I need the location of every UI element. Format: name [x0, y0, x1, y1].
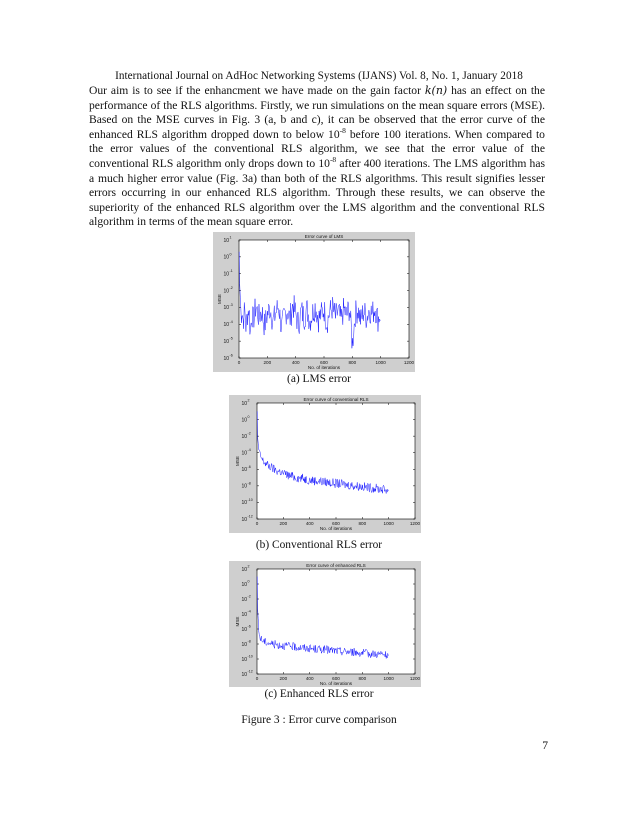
y-tick-label: 10 [223, 305, 229, 312]
y-tick-exponent: -2 [247, 594, 251, 599]
y-tick-label: 10 [241, 611, 247, 618]
x-tick-label: 600 [320, 360, 328, 365]
x-tick-label: 200 [279, 521, 288, 526]
figure-c-enhanced-rls [229, 561, 421, 687]
y-tick-exponent: -2 [229, 286, 233, 291]
y-tick-label: 10 [241, 417, 247, 424]
y-tick-exponent: 0 [247, 579, 250, 584]
y-tick-exponent: -6 [229, 353, 233, 358]
figure-caption: Figure 3 : Error curve comparison [241, 714, 397, 726]
y-tick-exponent: -12 [247, 669, 253, 674]
y-tick-exponent: 1 [229, 235, 232, 240]
x-tick-label: 800 [358, 676, 367, 681]
superscript-1: -8 [339, 125, 346, 135]
y-tick-exponent: -10 [247, 497, 253, 502]
caption-b: (b) Conventional RLS error [255, 539, 383, 551]
x-tick-label: 200 [279, 676, 288, 681]
y-tick-exponent: -4 [247, 609, 251, 614]
figure-b-conventional-rls [229, 395, 421, 533]
y-axis-label: MSE [235, 616, 240, 627]
superscript-2: -8 [329, 155, 337, 165]
y-tick-exponent: 2 [247, 398, 250, 403]
y-tick-exponent: 2 [247, 564, 250, 569]
y-tick-label: 10 [241, 581, 247, 588]
y-tick-label: 10 [241, 400, 247, 407]
chart-title: Error curve of conventional RLS [303, 397, 369, 402]
body-paragraph [89, 84, 545, 230]
chart-title: Error curve of LMS [304, 234, 344, 239]
y-tick-label: 10 [223, 322, 229, 329]
y-tick-label: 10 [241, 656, 247, 663]
lms-error-chart [213, 232, 415, 372]
y-tick-label: 10 [223, 254, 229, 261]
x-tick-label: 800 [348, 360, 357, 365]
journal-header: International Journal on AdHoc Networking Systems (IJANS) Vol. 8, No. 1, January 2018 [115, 70, 523, 82]
conventional-rls-error-chart [229, 395, 421, 533]
plot-area [257, 403, 415, 519]
y-tick-label: 10 [241, 626, 247, 633]
x-tick-label: 400 [291, 360, 300, 365]
y-tick-exponent: -12 [247, 514, 253, 519]
y-tick-exponent: 0 [247, 415, 250, 420]
y-tick-label: 10 [241, 450, 247, 457]
caption-c: (c) Enhanced RLS error [264, 688, 374, 700]
x-tick-label: 1200 [403, 360, 415, 365]
y-tick-exponent: -2 [247, 431, 251, 436]
caption-a: (a) LMS error [287, 373, 351, 385]
y-tick-exponent: -5 [229, 336, 233, 341]
x-tick-label: 400 [305, 676, 314, 681]
y-tick-label: 10 [241, 500, 247, 507]
figure-a-lms [213, 232, 415, 372]
y-axis-label: MSE [235, 456, 240, 466]
page-number: 7 [542, 739, 548, 752]
body-text-c: before 100 iterations. When compared to the error values of the conventional RLS algorithm, we see that the error value of the conventional RLS algorithm only drops down to 10 [89, 127, 545, 170]
body-text-d: after 400 iterations. The LMS algorithm has a much higher error value (Fig. 3a) than both of the RLS algorithms. This result signifies lesser errors occurring in our enhanced RLS algorithm. Through these results, we can observe the superiority of the enhanced RLS algorithm over the LMS algorithm and the conventional RLS algorithm in terms of the mean square error. [89, 156, 545, 229]
x-tick-label: 800 [358, 521, 367, 526]
y-tick-exponent: -8 [247, 481, 251, 486]
x-tick-label: 1000 [375, 360, 386, 365]
body-text-a: Our aim is to see if the enhancment we have made on the gain factor [89, 84, 425, 97]
y-tick-exponent: -8 [247, 639, 251, 644]
y-tick-exponent: -1 [229, 269, 233, 274]
y-tick-exponent: -6 [247, 624, 251, 629]
x-tick-label: 1000 [383, 676, 394, 681]
y-tick-label: 10 [241, 433, 247, 440]
x-tick-label: 600 [332, 521, 340, 526]
x-tick-label: 400 [305, 521, 314, 526]
x-axis-label: No. of iterations [319, 681, 353, 686]
y-tick-label: 10 [223, 237, 229, 244]
y-tick-exponent: -3 [229, 302, 233, 307]
y-tick-exponent: -4 [247, 448, 251, 453]
y-tick-label: 10 [241, 641, 247, 648]
y-tick-label: 10 [241, 596, 247, 603]
enhanced-rls-error-chart [229, 561, 421, 687]
x-tick-label: 200 [263, 360, 272, 365]
y-tick-exponent: -6 [247, 464, 251, 469]
y-tick-label: 10 [241, 516, 247, 523]
plot-area [257, 569, 415, 674]
x-tick-label: 1200 [409, 676, 421, 681]
x-tick-label: 0 [237, 360, 241, 365]
y-axis-label: MSE [217, 294, 222, 304]
plot-area [239, 240, 409, 358]
x-tick-label: 1200 [409, 521, 421, 526]
y-tick-label: 10 [241, 671, 247, 678]
x-tick-label: 600 [332, 676, 340, 681]
x-tick-label: 1000 [383, 521, 394, 526]
x-tick-label: 0 [255, 676, 259, 681]
y-tick-label: 10 [241, 467, 247, 474]
y-tick-exponent: -10 [247, 654, 253, 659]
y-tick-label: 10 [223, 338, 229, 345]
y-tick-label: 10 [223, 288, 229, 295]
y-tick-exponent: 0 [229, 252, 232, 257]
body-text-b: has an effect on the performance of the RLS algorithms. Firstly, we run simulations on the mean square errors (MSE). Based on the MSE curves in Fig. 3 (a, b and c), it can be observed that the error curve of the enhanced RLS algorithm dropped down to below 10 [89, 84, 545, 141]
y-tick-label: 10 [223, 355, 229, 362]
chart-title: Error curve of enhanced RLS [306, 563, 366, 568]
gain-factor-math: k(n) [424, 84, 448, 97]
y-tick-exponent: -4 [229, 319, 233, 324]
y-tick-label: 10 [241, 483, 247, 490]
x-axis-label: No. of iterations [319, 526, 353, 531]
y-tick-label: 10 [223, 271, 229, 278]
x-tick-label: 0 [255, 521, 259, 526]
x-axis-label: No. of iterations [307, 365, 341, 370]
y-tick-label: 10 [241, 566, 247, 573]
